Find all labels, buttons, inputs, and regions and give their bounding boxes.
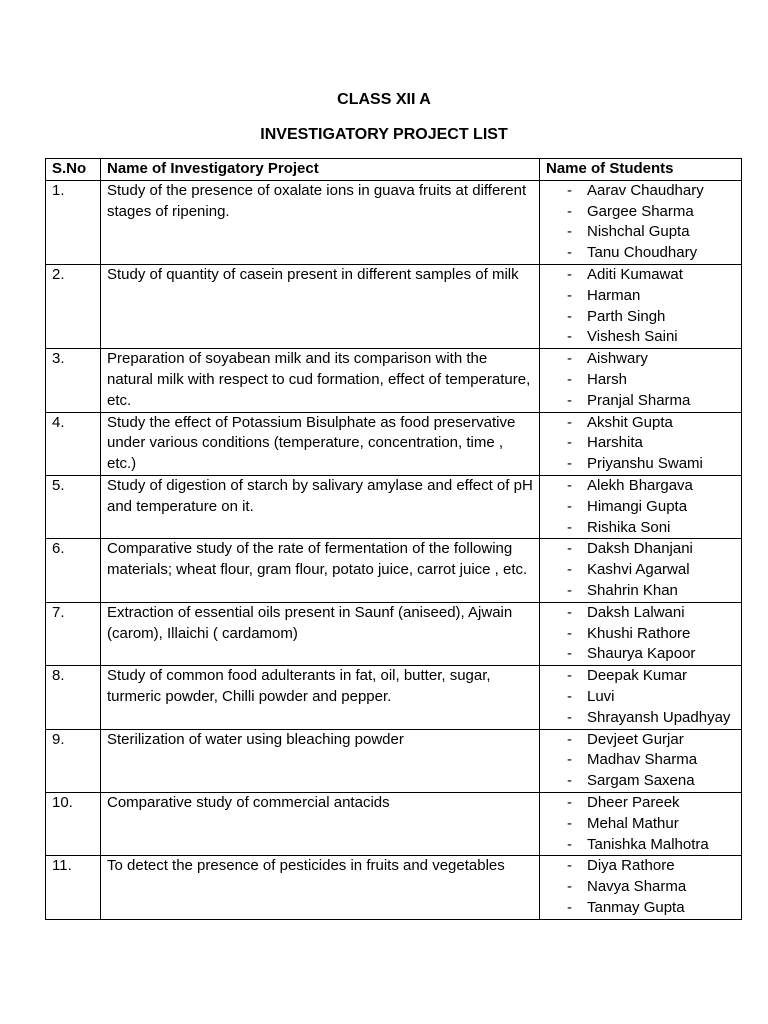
student-list (546, 539, 735, 601)
list-item (546, 898, 735, 919)
student-list (546, 349, 735, 411)
dash-bullet: - (567, 391, 572, 409)
dash-bullet: - (567, 751, 572, 769)
dash-bullet: - (567, 581, 572, 599)
dash-bullet: - (567, 835, 572, 853)
student-name: Madhav Sharma (587, 751, 698, 769)
student-list (546, 181, 735, 264)
list-item (546, 307, 735, 328)
student-name: Nishchal Gupta (587, 223, 690, 241)
project-name: Study of common food adulterants in fat, oil, butter, sugar, turmeric powder, Chilli powder and pepper. (101, 666, 540, 729)
dash-bullet: - (567, 518, 572, 536)
list-item (546, 560, 735, 581)
list-item (546, 497, 735, 518)
dash-bullet: - (567, 814, 572, 832)
serial-number: 11. (46, 856, 101, 919)
serial-number: 10. (46, 792, 101, 855)
list-item (546, 814, 735, 835)
student-name: Daksh Dhanjani (587, 540, 693, 558)
student-name: Pranjal Sharma (587, 391, 691, 409)
dash-bullet: - (567, 370, 572, 388)
dash-bullet: - (567, 645, 572, 663)
student-name: Kashvi Agarwal (587, 561, 690, 579)
student-name: Alekh Bhargava (587, 476, 693, 494)
student-name: Navya Sharma (587, 878, 687, 896)
student-name: Harman (587, 286, 641, 304)
dash-bullet: - (567, 350, 572, 368)
project-name: Study the effect of Potassium Bisulphate as food preservative under various conditions (temperature, concentration, time , etc.) (101, 412, 540, 475)
list-item (546, 391, 735, 412)
list-item (546, 877, 735, 898)
dash-bullet: - (567, 455, 572, 473)
list-item (546, 771, 735, 792)
table-row (46, 349, 742, 412)
serial-number: 7. (46, 602, 101, 665)
student-name: Aishwary (587, 350, 648, 368)
table-row (46, 264, 742, 348)
list-item (546, 750, 735, 771)
student-name: Harshita (587, 434, 643, 452)
dash-bullet: - (567, 202, 572, 220)
list-item (546, 413, 735, 434)
list-item (546, 687, 735, 708)
serial-number: 6. (46, 539, 101, 602)
dash-bullet: - (567, 687, 572, 705)
dash-bullet: - (567, 708, 572, 726)
list-title: INVESTIGATORY PROJECT LIST (260, 126, 508, 143)
student-list-cell (540, 539, 742, 602)
student-name: Tanishka Malhotra (587, 835, 709, 853)
project-name: Sterilization of water using bleaching powder (101, 729, 540, 792)
list-item (546, 793, 735, 814)
student-name: Tanu Choudhary (587, 244, 698, 262)
dash-bullet: - (567, 244, 572, 262)
student-name: Sargam Saxena (587, 772, 695, 790)
dash-bullet: - (567, 878, 572, 896)
table-row (46, 539, 742, 602)
list-item (546, 518, 735, 539)
student-list-cell (540, 412, 742, 475)
student-list (546, 730, 735, 792)
dash-bullet: - (567, 181, 572, 199)
student-list-cell (540, 180, 742, 264)
serial-number: 1. (46, 180, 101, 264)
project-name: Study of digestion of starch by salivary amylase and effect of pH and temperature on it. (101, 475, 540, 538)
dash-bullet: - (567, 603, 572, 621)
project-name: Comparative study of the rate of fermentation of the following materials; wheat flour, gram flour, potato juice, carrot juice , etc. (101, 539, 540, 602)
list-item (546, 644, 735, 665)
serial-number: 2. (46, 264, 101, 348)
dash-bullet: - (567, 265, 572, 283)
serial-number: 8. (46, 666, 101, 729)
list-item (546, 454, 735, 475)
serial-number: 4. (46, 412, 101, 475)
list-item (546, 624, 735, 645)
column-header-project: Name of Investigatory Project (101, 159, 540, 181)
dash-bullet: - (567, 793, 572, 811)
dash-bullet: - (567, 540, 572, 558)
project-name: Study of quantity of casein present in different samples of milk (101, 264, 540, 348)
list-item (546, 476, 735, 497)
table-row (46, 666, 742, 729)
student-list (546, 793, 735, 855)
student-name: Mehal Mathur (587, 814, 679, 832)
list-item (546, 708, 735, 729)
student-name: Himangi Gupta (587, 497, 688, 515)
student-list-cell (540, 666, 742, 729)
student-list-cell (540, 475, 742, 538)
student-name: Parth Singh (587, 307, 666, 325)
student-name: Rishika Soni (587, 518, 671, 536)
list-item (546, 181, 735, 202)
list-item (546, 327, 735, 348)
student-name: Harsh (587, 370, 628, 388)
student-name: Dheer Pareek (587, 793, 680, 811)
project-name: Preparation of soyabean milk and its comparison with the natural milk with respect to cud formation, effect of temperature, etc. (101, 349, 540, 412)
student-list (546, 856, 735, 918)
student-name: Gargee Sharma (587, 202, 694, 220)
student-name: Tanmay Gupta (587, 898, 685, 916)
dash-bullet: - (567, 898, 572, 916)
student-name: Priyanshu Swami (587, 455, 703, 473)
serial-number: 5. (46, 475, 101, 538)
list-item (546, 349, 735, 370)
list-item (546, 539, 735, 560)
student-list (546, 265, 735, 348)
class-title: CLASS XII A (337, 91, 431, 108)
list-item (546, 370, 735, 391)
dash-bullet: - (567, 434, 572, 452)
list-item (546, 581, 735, 602)
student-list-cell (540, 729, 742, 792)
list-item (546, 286, 735, 307)
student-list-cell (540, 792, 742, 855)
student-list (546, 413, 735, 475)
list-item (546, 603, 735, 624)
list-item (546, 222, 735, 243)
dash-bullet: - (567, 307, 572, 325)
table-row (46, 856, 742, 919)
dash-bullet: - (567, 413, 572, 431)
project-name: Extraction of essential oils present in Saunf (aniseed), Ajwain (carom), Illaichi ( cardamom) (101, 602, 540, 665)
student-name: Luvi (587, 687, 615, 705)
dash-bullet: - (567, 561, 572, 579)
student-list-cell (540, 264, 742, 348)
dash-bullet: - (567, 497, 572, 515)
student-name: Shahrin Khan (587, 581, 678, 599)
dash-bullet: - (567, 328, 572, 346)
student-name: Devjeet Gurjar (587, 730, 684, 748)
column-header-students: Name of Students (540, 159, 742, 181)
list-item (546, 433, 735, 454)
project-name: Study of the presence of oxalate ions in guava fruits at different stages of ripening. (101, 180, 540, 264)
student-name: Aditi Kumawat (587, 265, 683, 283)
dash-bullet: - (567, 476, 572, 494)
table-row (46, 180, 742, 264)
list-item (546, 202, 735, 223)
serial-number: 3. (46, 349, 101, 412)
student-name: Deepak Kumar (587, 667, 688, 685)
table-header-row (46, 159, 742, 181)
student-name: Khushi Rathore (587, 624, 691, 642)
list-item (546, 666, 735, 687)
project-table (45, 158, 742, 920)
dash-bullet: - (567, 667, 572, 685)
table-row (46, 602, 742, 665)
project-name: To detect the presence of pesticides in fruits and vegetables (101, 856, 540, 919)
student-name: Daksh Lalwani (587, 603, 685, 621)
list-item (546, 856, 735, 877)
serial-number: 9. (46, 729, 101, 792)
student-list (546, 476, 735, 538)
table-row (46, 475, 742, 538)
student-list-cell (540, 349, 742, 412)
list-item (546, 835, 735, 856)
column-header-sno: S.No (46, 159, 101, 181)
student-name: Shrayansh Upadhyay (587, 708, 731, 726)
student-name: Akshit Gupta (587, 413, 673, 431)
project-name: Comparative study of commercial antacids (101, 792, 540, 855)
dash-bullet: - (567, 857, 572, 875)
student-name: Shaurya Kapoor (587, 645, 696, 663)
student-name: Aarav Chaudhary (587, 181, 704, 199)
student-list (546, 666, 735, 728)
student-list-cell (540, 856, 742, 919)
table-row (46, 729, 742, 792)
dash-bullet: - (567, 223, 572, 241)
student-list (546, 603, 735, 665)
dash-bullet: - (567, 624, 572, 642)
student-name: Vishesh Saini (587, 328, 678, 346)
list-item (546, 265, 735, 286)
dash-bullet: - (567, 730, 572, 748)
table-row (46, 792, 742, 855)
student-list-cell (540, 602, 742, 665)
student-name: Diya Rathore (587, 857, 675, 875)
list-item (546, 730, 735, 751)
dash-bullet: - (567, 772, 572, 790)
table-row (46, 412, 742, 475)
list-item (546, 243, 735, 264)
dash-bullet: - (567, 286, 572, 304)
